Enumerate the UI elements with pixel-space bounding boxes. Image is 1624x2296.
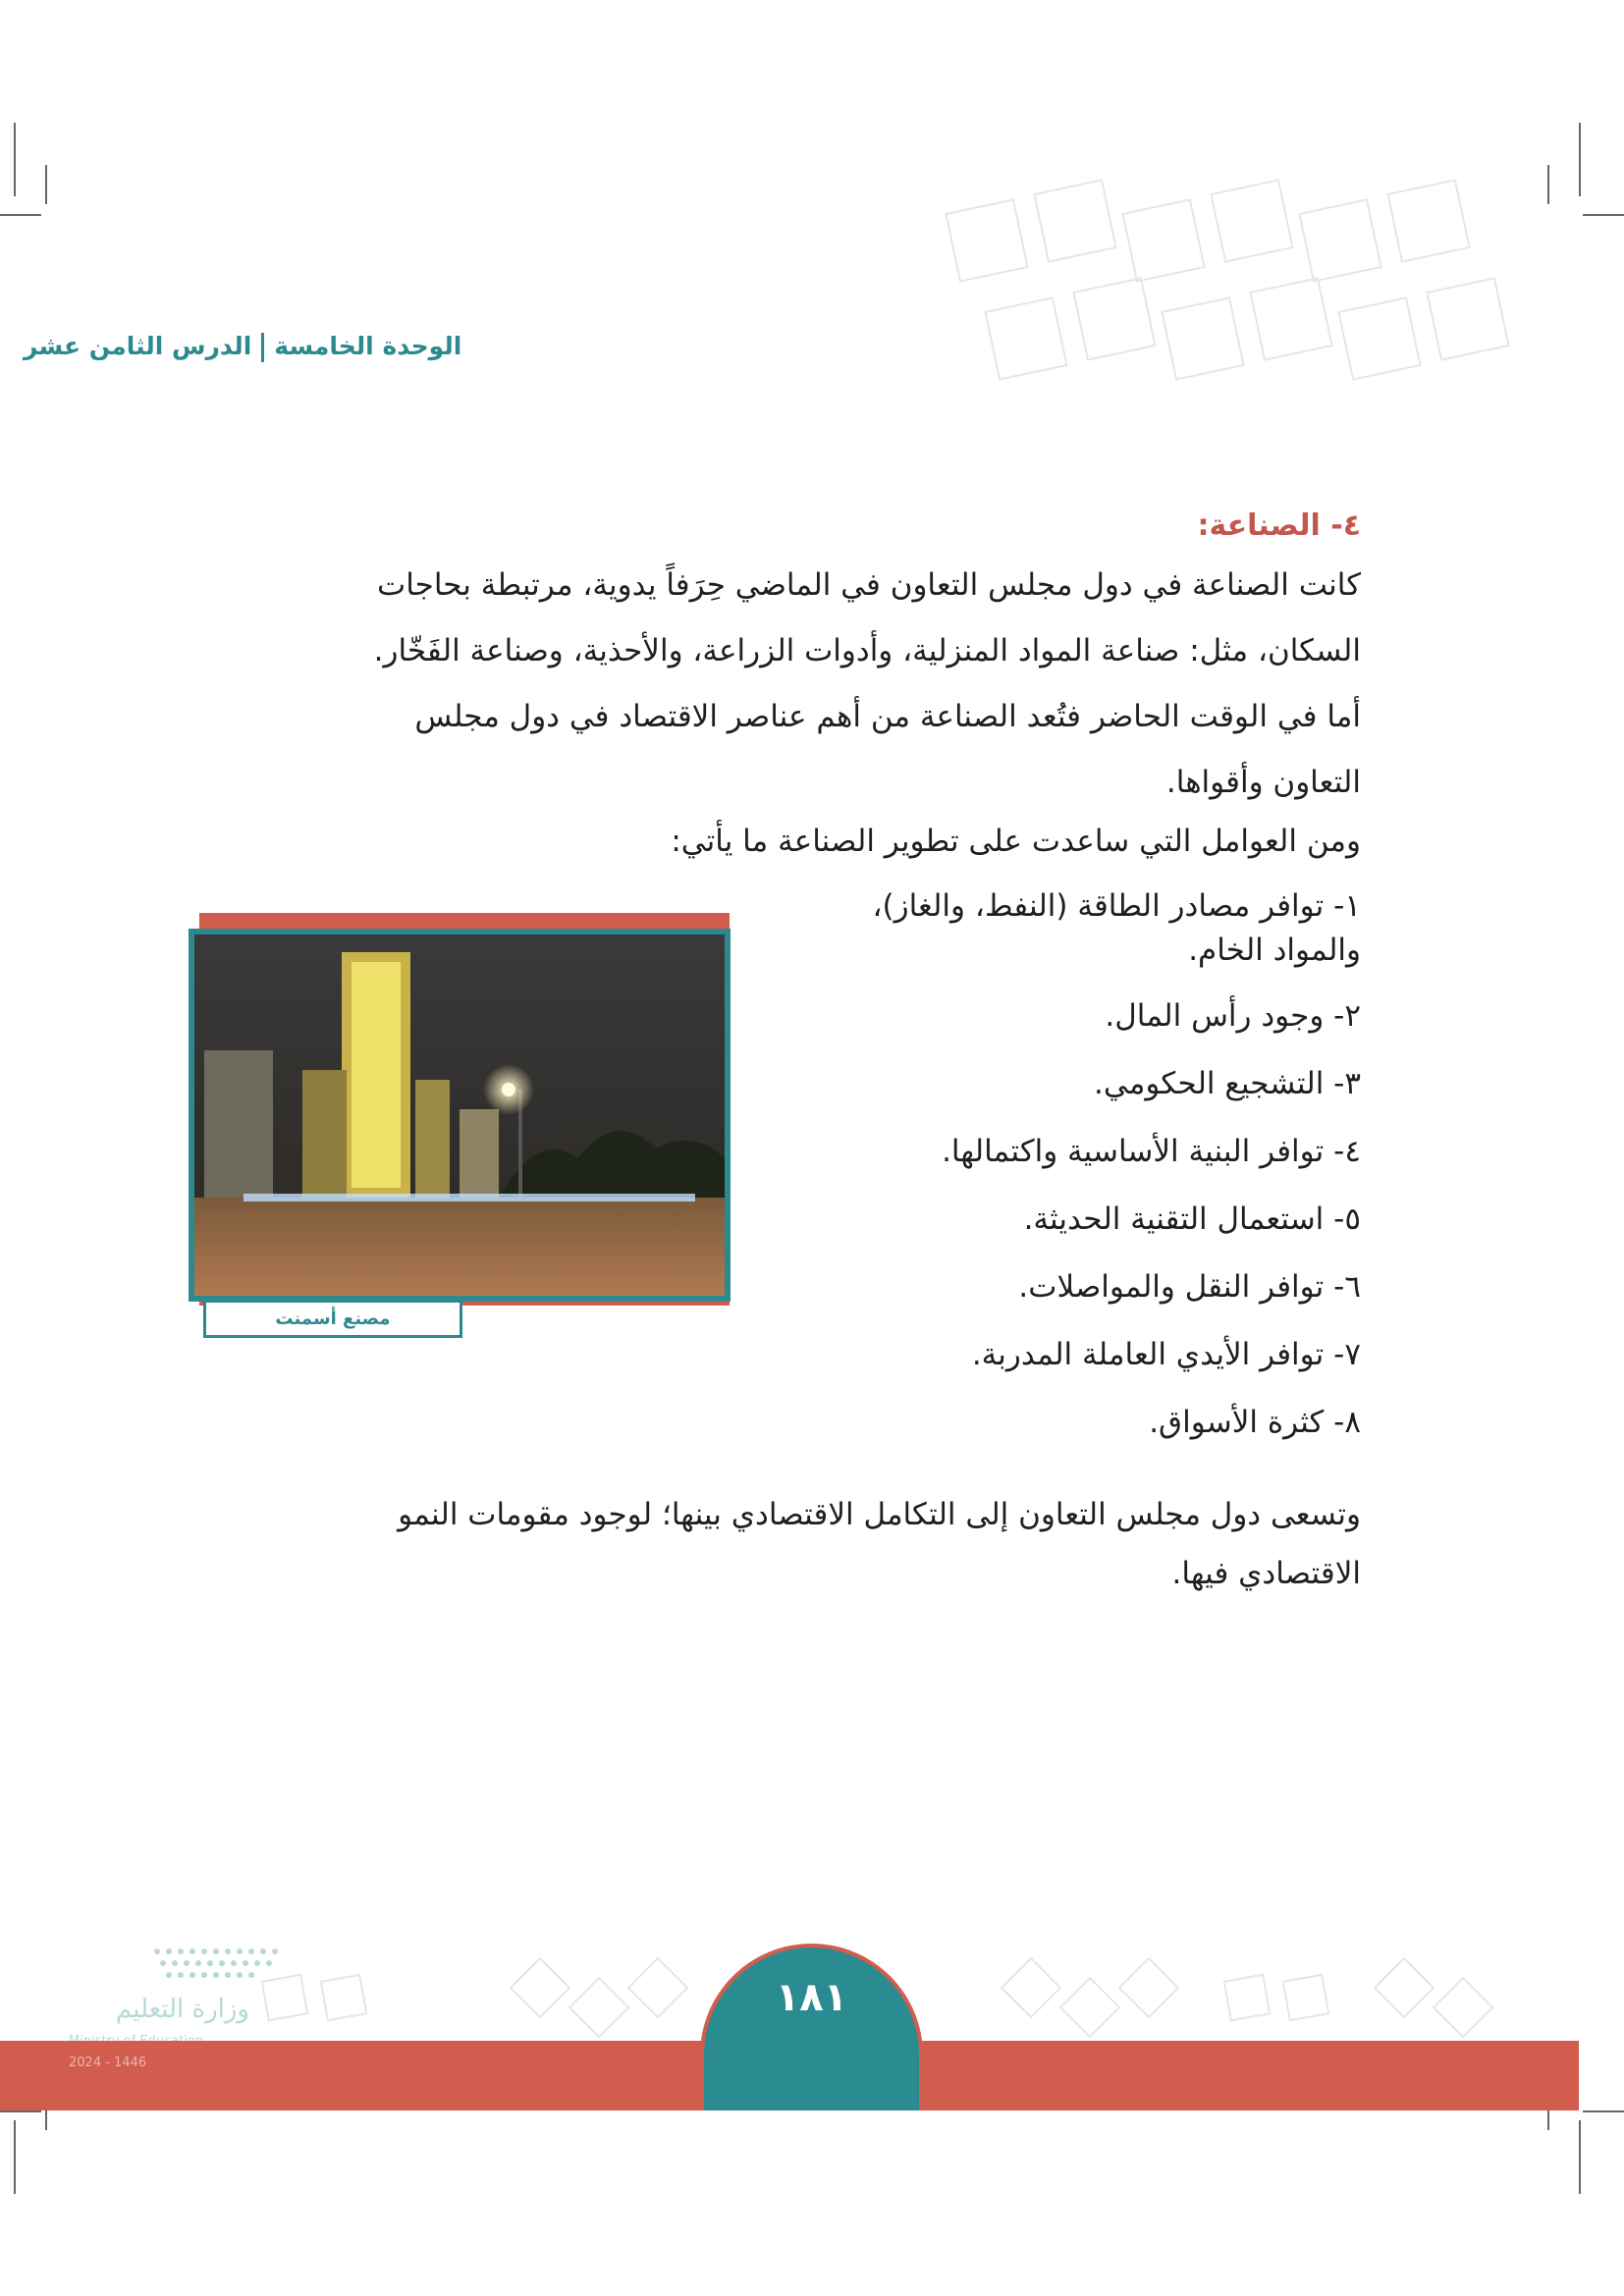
page-number: ١٨١ [775, 1975, 848, 2020]
factor-item: ٤- توافر البنية الأساسية واكتمالها. [942, 1134, 1361, 1169]
paragraph-line: كانت الصناعة في دول مجلس التعاون في الماضي حِرَفاً يدوية، مرتبطة بحاجات [377, 567, 1361, 603]
factor-item: ١- توافر مصادر الطاقة (النفط، والغاز)، [872, 888, 1361, 924]
crop-mark [14, 2120, 16, 2194]
crop-mark [1583, 2110, 1624, 2112]
crop-mark [14, 123, 16, 196]
factor-item: ٦- توافر النقل والمواصلات. [1018, 1269, 1361, 1305]
factor-item: ٧- توافر الأيدي العاملة المدربة. [971, 1337, 1361, 1372]
crop-mark [1583, 214, 1624, 216]
factors-intro: ومن العوامل التي ساعدت على تطوير الصناعة ما يأتي: [671, 824, 1361, 859]
factor-item: ٣- التشجيع الحكومي. [1094, 1066, 1361, 1101]
figure-caption: مصنع أسمنت [203, 1300, 462, 1338]
factor-item-cont: والمواد الخام. [1188, 933, 1361, 968]
cement-factory-photo [185, 913, 734, 1315]
crop-mark [0, 214, 41, 216]
edition-year: 2024 - 1446 [69, 2056, 147, 2070]
paragraph-line: السكان، مثل: صناعة المواد المنزلية، وأدوات الزراعة، والأحذية، وصناعة الفَخّار. [373, 633, 1361, 668]
ministry-name: وزارة التعليم [115, 1995, 249, 2024]
unit-label: الوحدة الخامسة [274, 332, 462, 360]
crop-mark [0, 2110, 41, 2112]
paragraph-line: أما في الوقت الحاضر فتُعد الصناعة من أهم عناصر الاقتصاد في دول مجلس [414, 699, 1361, 734]
crop-mark [1579, 2120, 1581, 2194]
crop-mark [45, 165, 47, 204]
closing-line: وتسعى دول مجلس التعاون إلى التكامل الاقتصادي بينها؛ لوجود مقومات النمو [398, 1497, 1361, 1532]
factor-item: ٥- استعمال التقنية الحديثة. [1023, 1201, 1361, 1237]
crop-mark [1579, 123, 1581, 196]
section-title: ٤- الصناعة: [1197, 508, 1361, 543]
lesson-label: الدرس الثامن عشر [24, 332, 252, 360]
ministry-logo-icon [147, 1942, 295, 1981]
decorative-pattern-top [923, 167, 1551, 422]
factor-item: ٨- كثرة الأسواق. [1149, 1405, 1361, 1440]
paragraph-line: التعاون وأقواها. [1165, 765, 1361, 800]
factor-item: ٢- وجود رأس المال. [1105, 998, 1361, 1034]
closing-line: الاقتصادي فيها. [1171, 1556, 1361, 1591]
header-separator [261, 333, 264, 362]
unit-lesson-header [24, 332, 613, 362]
